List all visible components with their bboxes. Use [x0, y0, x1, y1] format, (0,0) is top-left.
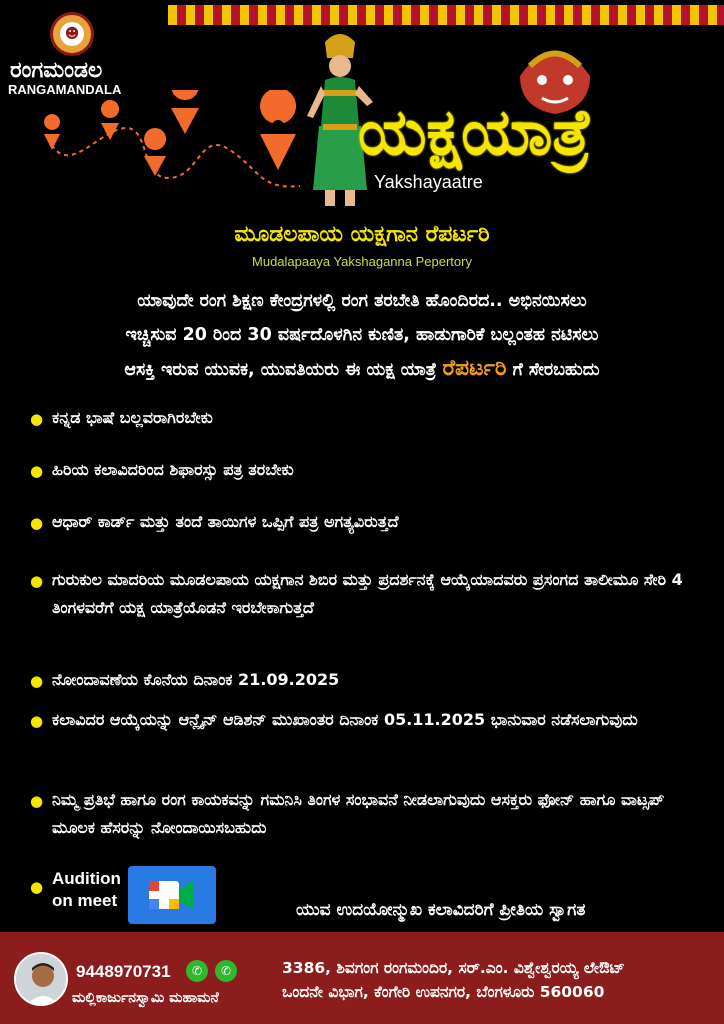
location-pin-icon [144, 128, 166, 176]
welcome-message: ಯುವ ಉದಯೋನ್ಮುಖ ಕಲಾವಿದರಿಗೆ ಪ್ರೀತಿಯ ಸ್ವಾಗತ [296, 900, 586, 920]
contact-phone[interactable]: 9448970731 [76, 962, 171, 981]
list-item [30, 786, 700, 842]
event-title-english: Yakshayaatre [374, 172, 483, 192]
list-item-text: ನಿಮ್ಮ ಪ್ರತಿಭೆ ಹಾಗೂ ರಂಗ ಕಾಯಕವನ್ನು ಗಮನಿಸಿ ತಿಂಗಳ ಸಂಭಾವನೆ ನೀಡಲಾಗುವುದು ಆಸಕ್ತರು ಫೋನ್ ಹಾಗೂ ವಾಟ್ಸಪ್ ಮೂಲಕ ಹೆಸರನ್ನು ನೋಂದಾಯಿಸಬಹುದು [52, 790, 665, 837]
whatsapp-icon[interactable]: ✆ [215, 960, 237, 982]
subtitle-kannada: ಮೂಡಲಪಾಯ ಯಕ್ಷಗಾನ ರೆಪರ್ಟರಿ [234, 222, 490, 247]
bullet-dot-icon: ● [30, 514, 44, 532]
logo-name-english: RANGAMANDALA [8, 82, 122, 97]
list-item [30, 706, 700, 734]
bullet-dot-icon: ● [30, 878, 44, 896]
phone-icon[interactable]: ✆ [186, 960, 208, 982]
contact-name: ಮಲ್ಲಿಕಾರ್ಜುನಸ್ವಾಮಿ ಮಹಾಮನೆ [72, 990, 219, 1006]
audition-label: on meet [52, 891, 118, 910]
mask-emblem-icon: ☻ [60, 22, 84, 46]
intro-line [16, 352, 708, 387]
bullet-dot-icon: ● [30, 792, 44, 810]
list-item-text: ಕಲಾವಿದರ ಆಯ್ಕೆಯನ್ನು ಆನ್ಲೈನ್ ಆಡಿಶನ್ ಮುಖಾಂತರ ದಿನಾಂಕ 05.11.2025 ಭಾನುವಾರ ನಡೆಸಲಾಗುವುದು [52, 710, 638, 729]
list-item-text: ಗುರುಕುಲ ಮಾದರಿಯ ಮೂಡಲಪಾಯ ಯಕ್ಷಗಾನ ಶಿಬಿರ ಮತ್ತು ಪ್ರದರ್ಶನಕ್ಕೆ ಆಯ್ಕೆಯಾದವರು ಪ್ರಸಂಗದ ತಾಲೀಮೂ ಸೇರಿ 4 ತಿಂಗಳವರೆಗೆ ಯಕ್ಷ ಯಾತ್ರೆಯೊಡನೆ ಇರಬೇಕಾಗುತ್ತದೆ [52, 570, 683, 617]
decorative-top-border [168, 5, 724, 25]
avatar [14, 952, 68, 1006]
list-item [30, 566, 700, 622]
list-item [30, 666, 700, 694]
list-item [30, 404, 700, 432]
audition-info [30, 868, 121, 912]
intro-text: ಗೆ ಸೇರಬಹುದು [506, 360, 600, 380]
list-item-text: ಕನ್ನಡ ಭಾಷೆ ಬಲ್ಲವರಾಗಿರಬೇಕು [52, 408, 213, 427]
bullet-dot-icon: ● [30, 572, 44, 590]
subtitle-english: Mudalapaaya Yakshaganna Pepertory [252, 254, 472, 269]
list-item [30, 456, 700, 484]
list-item [30, 508, 700, 536]
list-item-text: ಆಧಾರ್ ಕಾರ್ಡ್ ಮತ್ತು ತಂದೆ ತಾಯಿಗಳ ಒಪ್ಪಿಗೆ ಪತ್ರ ಅಗತ್ಯವಿರುತ್ತದೆ [52, 512, 399, 531]
address-line: ಒಂದನೇ ವಿಭಾಗ, ಕೆಂಗೇರಿ ಉಪನಗರ, ಬೆಂಗಳೂರು 560060 [282, 983, 605, 1001]
list-item-text: ಹಿರಿಯ ಕಲಾವಿದರಿಂದ ಶಿಫಾರಸ್ಸು ಪತ್ರ ತರಬೇಕು [52, 460, 294, 479]
intro-line: ಯಾವುದೇ ರಂಗ ಶಿಕ್ಷಣ ಕೇಂದ್ರಗಳಲ್ಲಿ ರಂಗ ತರಬೇತಿ ಹೊಂದಿರದ.. ಅಭಿನಯಿಸಲು [137, 291, 587, 311]
intro-text: ಆಸಕ್ತಿ ಇರುವ ಯುವಕ, ಯುವತಿಯರು ಈ ಯಕ್ಷ ಯಾತ್ರೆ [124, 360, 443, 380]
bullet-dot-icon: ● [30, 712, 44, 730]
intro-paragraph [16, 284, 708, 387]
intro-line: ಇಚ್ಚಿಸುವ 20 ರಿಂದ 30 ವರ್ಷದೊಳಗಿನ ಕುಣಿತ, ಹಾಡುಗಾರಿಕೆ ಬಲ್ಲಂತಹ ನಟಿಸಲು [125, 325, 599, 345]
repertory-highlight: ರೆಪರ್ಟರಿ [442, 356, 507, 381]
bullet-dot-icon: ● [30, 672, 44, 690]
logo-name-kannada: ರಂಗಮಂಡಲ [10, 58, 103, 83]
bullet-dot-icon: ● [30, 462, 44, 480]
meet-logo-icon [147, 875, 197, 915]
location-pin-icon [171, 90, 199, 134]
location-pin-icon [44, 114, 60, 150]
address [282, 956, 625, 1004]
list-item-text: ನೋಂದಾವಣೆಯ ಕೊನೆಯ ದಿನಾಂಕ 21.09.2025 [52, 670, 340, 689]
location-pin-icon [260, 90, 296, 170]
bullet-dot-icon: ● [30, 410, 44, 428]
map-route-graphic [30, 90, 330, 200]
google-meet-icon [128, 866, 216, 924]
audition-label: Audition [52, 869, 121, 888]
address-line: 3386, ಶಿವಗಂಗ ರಂಗಮಂದಿರ, ಸರ್.ಎಂ. ವಿಶ್ವೇಶ್ವರಯ್ಯ ಲೇಔಟ್ [282, 959, 625, 977]
rangamandala-logo-icon [50, 12, 94, 56]
event-title-kannada: ಯಕ್ಷಯಾತ್ರೆ [358, 96, 592, 170]
location-pin-icon [101, 100, 119, 140]
